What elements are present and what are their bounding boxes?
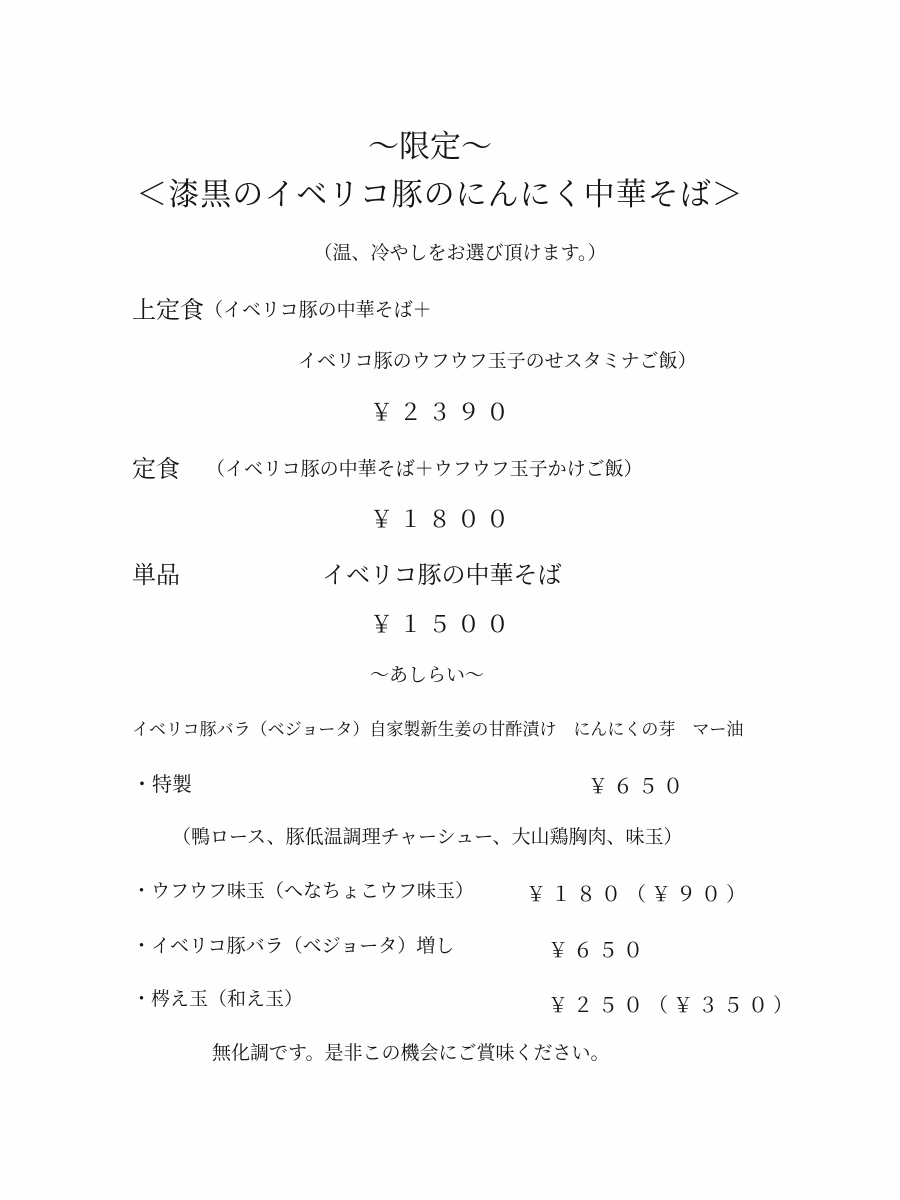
jou-teishoku-label: 上定食 [132,296,204,324]
tanpin-price: ￥１５００ [370,612,515,638]
teishoku-price: ￥１８００ [370,507,515,533]
tokusei-label: ・特製 [132,772,192,796]
bara-label: ・イベリコ豚バラ（ベジョータ）増し [132,935,455,957]
menu-title: ＜漆黒のイベリコ豚のにんにく中華そば＞ [136,177,744,213]
jou-teishoku-price: ￥２３９０ [370,400,515,426]
jou-teishoku-desc-line1: （イベリコ豚の中華そば＋ [204,299,432,321]
jou-teishoku-desc-line2: イベリコ豚のウフウフ玉子のせスタミナご飯） [298,350,697,372]
teishoku-desc: （イベリコ豚の中華そば＋ウフウフ玉子かけご飯） [206,458,643,480]
tokusei-desc: （鴨ロース、豚低温調理チャーシュー、大山鶏胸肉、味玉） [172,826,683,848]
toppings-heading: ～あしらい～ [370,664,485,686]
toppings-list: イベリコ豚バラ（ベジョータ）自家製新生姜の甘酢漬け にんにくの芽 マー油 [132,720,744,740]
kaedama-price: ￥２５０（￥３５０） [548,993,798,1017]
kaedama-label: ・梣え玉（和え玉） [132,988,304,1010]
tanpin-label: 単品 [132,561,180,589]
limited-heading: ～限定～ [368,129,492,165]
bara-price: ￥６５０ [548,938,648,962]
closing-note: 無化調です。是非この機会にご賞味ください。 [212,1042,610,1064]
teishoku-label: 定食 [132,455,180,483]
ajitama-price: ￥１８０（￥９０） [526,882,751,906]
temperature-note: （温、冷やしをお選び頂けます。） [313,242,607,264]
ajitama-label: ・ウフウフ味玉（へなちょこウフ味玉） [132,880,475,902]
tanpin-desc: イベリコ豚の中華そば [322,561,562,589]
tokusei-price: ￥６５０ [588,774,688,798]
